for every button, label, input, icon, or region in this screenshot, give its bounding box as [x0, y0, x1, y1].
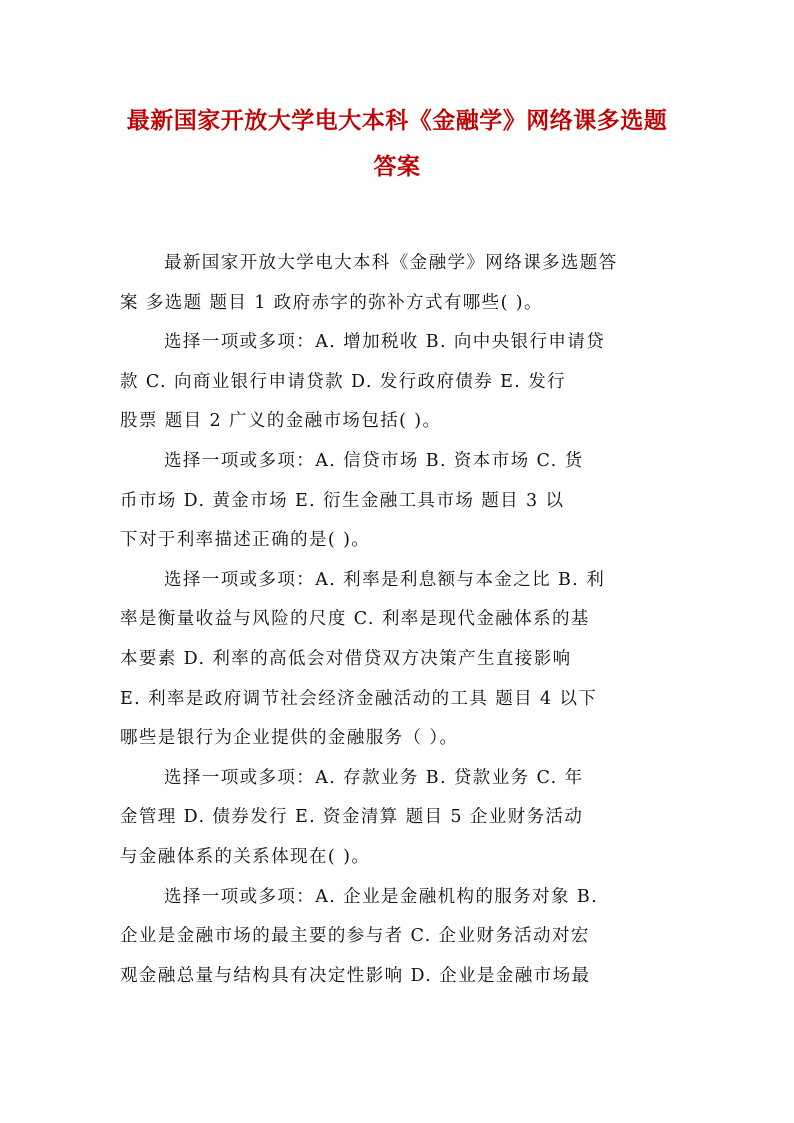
text-line: 本要素 D. 利率的高低会对借贷双方决策产生直接影响	[120, 648, 572, 669]
paragraph	[120, 759, 676, 878]
text-line: 最新国家开放大学电大本科《金融学》网络课多选题答	[164, 253, 618, 273]
paragraph	[120, 323, 676, 442]
text-line: 款 C. 向商业银行申请贷款 D. 发行政府债券 E. 发行	[120, 371, 567, 392]
paragraph	[120, 442, 676, 561]
document-title	[110, 98, 684, 190]
text-line: 哪些是银行为企业提供的金融服务（ ）。	[120, 728, 459, 749]
title-line: 答案	[373, 153, 421, 180]
text-line: 选择一项或多项：A. 企业是金融机构的服务对象 B.	[164, 886, 599, 907]
document-body	[120, 244, 676, 996]
paragraph	[120, 561, 676, 759]
text-line: 下对于利率描述正确的是( )。	[120, 530, 371, 551]
text-line: 观金融总量与结构具有决定性影响 D. 企业是金融市场最	[120, 965, 591, 986]
text-line: 选择一项或多项：A. 存款业务 B. 贷款业务 C. 年	[164, 767, 584, 788]
text-line: 选择一项或多项：A. 信贷市场 B. 资本市场 C. 货	[164, 450, 584, 471]
title-line: 最新国家开放大学电大本科《金融学》网络课多选题	[126, 107, 668, 134]
paragraph	[120, 878, 676, 997]
text-line: 与金融体系的关系体现在( )。	[120, 846, 371, 867]
text-line: 企业是金融市场的最主要的参与者 C. 企业财务活动对宏	[120, 926, 590, 947]
text-line: 股票 题目 2 广义的金融市场包括( )。	[120, 411, 442, 432]
text-line: 案 多选题 题目 1 政府赤字的弥补方式有哪些( )。	[120, 292, 543, 313]
text-line: 率是衡量收益与风险的尺度 C. 利率是现代金融体系的基	[120, 609, 590, 630]
paragraph	[120, 244, 676, 323]
text-line: 币市场 D. 黄金市场 E. 衍生金融工具市场 题目 3 以	[120, 490, 565, 511]
text-line: 选择一项或多项：A. 增加税收 B. 向中央银行申请贷	[164, 332, 606, 353]
text-line: 选择一项或多项：A. 利率是利息额与本金之比 B. 利	[164, 569, 606, 590]
text-line: 金管理 D. 债券发行 E. 资金清算 题目 5 企业财务活动	[120, 807, 584, 828]
text-line: E. 利率是政府调节社会经济金融活动的工具 题目 4 以下	[120, 688, 598, 709]
